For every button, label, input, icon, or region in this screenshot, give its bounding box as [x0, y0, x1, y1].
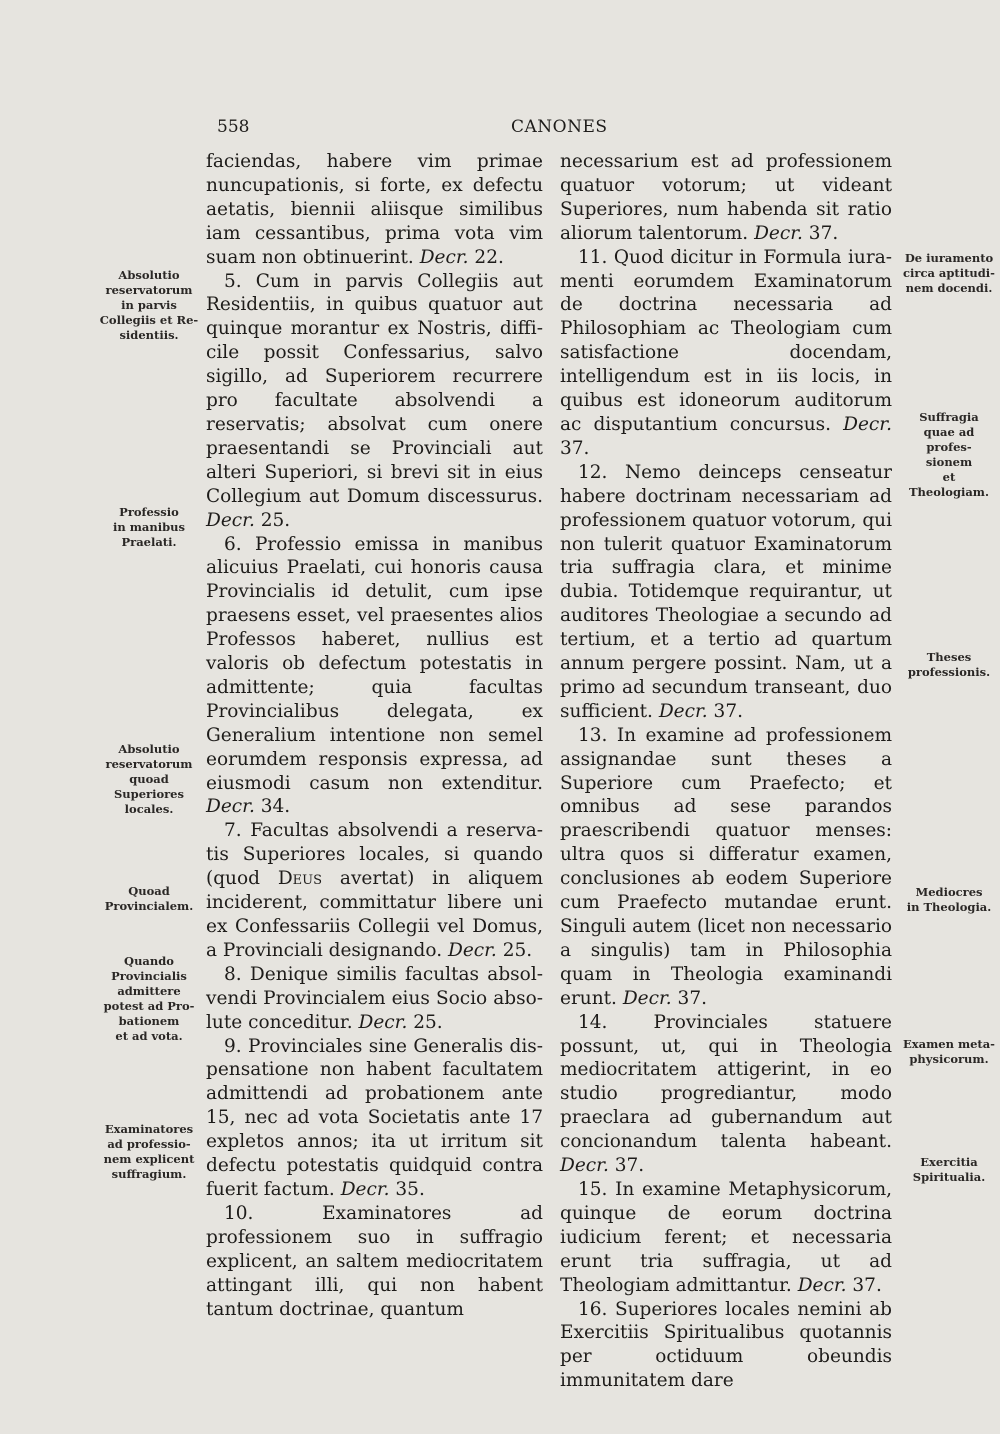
left-column [206, 150, 543, 1321]
decr-ref: Decr. [658, 700, 708, 722]
decr-number: 35. [389, 1178, 425, 1200]
paragraph-8 [206, 963, 543, 1035]
paragraph-text: 7. Facultas absolvendi a reservatis Superiores locales, si quando (quod [206, 820, 543, 890]
paragraph-text: 5. Cum in parvis Collegiis aut Residentiis, in quibus quatuor aut quinque morantur ex Nostris, difficile possit Confessarius, salvo sigillo, ad Superiorem recurrere pro facultate absolvendi a reservatis; absolvat cum onere praesentandi se Provinciali aut alteri Superiori, si brevi sit in eius Collegium aut Domum discessurus. [206, 270, 543, 507]
paragraph-7 [206, 819, 543, 962]
decr-ref: Decr. [843, 413, 892, 435]
paragraph-text: faciendas, habere vim primae nuncupationis, si forte, ex defectu aetatis, biennii aliisque similibus iam cessantibus, prima vota vim suam non obtinuerint. [206, 151, 543, 268]
decr-number: 25. [407, 1011, 443, 1033]
paragraph-13 [560, 724, 892, 1011]
sidenote-suffragia: Suffragia quae ad profes- sionem et Theologiam. [909, 410, 989, 499]
decr-number: 37. [802, 222, 839, 244]
sidenote-iuramento: De iuramento circa aptitudi- nem docendi. [903, 251, 995, 295]
paragraph-16 [560, 1298, 892, 1394]
paragraph-14 [560, 1011, 892, 1178]
paragraph-15 [560, 1178, 892, 1298]
paragraph-text: 9. Provinciales sine Generalis dispensatione non habent facultatem admittendi ad probationem ante 15, nec ad vota Societatis ante 17 expletos annos; ita ut irritum sit defectu potestatis quidquid contra fuerit factum. [206, 1035, 543, 1200]
paragraph-10-continued [560, 150, 892, 246]
paragraph-6 [206, 533, 543, 820]
sidenote-theses: Theses professionis. [907, 650, 991, 679]
sidenote-absolutio-parvis: Absolutio reservatorum in parvis Collegiis et Re- sidentiis. [99, 268, 199, 342]
sidenote-examen-metaphysicorum: Examen meta- physicorum. [903, 1037, 995, 1066]
decr-number: 25. [254, 509, 291, 531]
paragraph-11 [560, 246, 892, 461]
sidenote-examinatores: Examinatores ad professio- nem explicent suffragium. [103, 1122, 195, 1181]
decr-ref: Decr. [754, 222, 803, 244]
sidenote-quando-provincialis: Quando Provincialis admittere potest ad Pro- bationem et ad vota. [103, 954, 195, 1043]
paragraph-text: 14. Provinciales statuere possunt, ut, qui in Theologia mediocritatem attigerint, in eo studio progrediantur, modo praeclara ad gubernandum aut concionandum talenta habeant. [560, 1011, 892, 1153]
decr-number: 37. [846, 1274, 882, 1296]
decr-ref: Decr. [340, 1178, 390, 1200]
paragraph-12 [560, 461, 892, 724]
decr-ref: Decr. [560, 1155, 609, 1177]
paragraph-continued [206, 150, 543, 270]
sidenote-mediocres: Mediocres in Theologia. [906, 885, 992, 914]
sidenote-quoad-provincialem: Quoad Provincialem. [104, 884, 194, 913]
decr-number: 37. [707, 700, 743, 722]
deus-word: Deus [277, 868, 323, 890]
decr-number: 37. [671, 987, 707, 1009]
page-number: 558 [217, 117, 250, 137]
decr-number: 37. [608, 1155, 645, 1177]
paragraph-9 [206, 1035, 543, 1202]
right-column [560, 150, 892, 1393]
sidenote-exercitia: Exercitia Spiritualia. [912, 1155, 986, 1184]
decr-number: 37. [560, 437, 590, 459]
paragraph-text: 15. In examine Metaphysicorum, quinque de eorum doctrina iudicium ferent; et necessaria erunt tria suffragia, ut ad Theologiam admittantur. [560, 1178, 892, 1296]
decr-ref: Decr. [206, 796, 255, 818]
paragraph-10 [206, 1202, 543, 1322]
paragraph-text: avertat) in aliquem inciderent, committatur libere uni ex Confessariis Collegii vel Domus, a Provinciali designando. [206, 868, 543, 961]
decr-number: 34. [254, 796, 291, 818]
sidenote-professio-praelati: Professio in manibus Praelati. [113, 505, 185, 549]
paragraph-text: 11. Quod dicitur in Formula iuramenti eorumdem Examinatorum de doctrina necessaria ad Philosophiam ac Theologiam cum satisfactione docendam, intelligendum est in iis locis, in quibus est idoneorum auditorum ac disputantium concursus. [560, 246, 892, 435]
paragraph-text: 16. Superiores locales nemini ab Exercitiis Spiritualibus quotannis per octiduum obeundis immunitatem dare [560, 1298, 892, 1392]
decr-ref: Decr. [797, 1274, 847, 1296]
paragraph-text: 6. Professio emissa in manibus alicuius Praelati, cui honoris causa Provincialis id detulit, cum ipse praesens esset, vel praesentes alios Professos haberet, nullius est valoris ob defectum potestatis in admittente; quia facultas Provincialibus delegata, ex Generalium intentione non semel eorumdem responsis expressa, ad eiusmodi casum non extenditur. [206, 533, 543, 794]
running-title: CANONES [511, 117, 608, 137]
paragraph-text: 8. Denique similis facultas absolvendi Provincialem eius Socio absolute conceditur. [206, 963, 543, 1033]
paragraph-text: 12. Nemo deinceps censeatur habere doctrinam necessariam ad professionem quatuor votorum, qui non tulerit quatuor Examinatorum tria suffragia clara, et minime dubia. Totidemque requirantur, ut auditores Theologiae a secundo ad tertium, et a tertio ad quartum annum pergere possint. Nam, ut a primo ad secundum transeant, duo sufficient. [560, 461, 892, 722]
paragraph-text: necessarium est ad professionem quatuor votorum; ut videant Superiores, num habenda sit ratio aliorum talentorum. [560, 151, 892, 244]
decr-ref: Decr. [622, 987, 672, 1009]
decr-ref: Decr. [447, 939, 497, 961]
decr-ref: Decr. [419, 246, 469, 268]
paragraph-text: 10. Examinatores ad professionem suo in suffragio explicent, an saltem mediocritatem attingant illi, qui non habent tantum doctrinae, quantum [206, 1202, 543, 1320]
paragraph-5 [206, 270, 543, 533]
decr-number: 22. [468, 246, 504, 268]
sidenote-absolutio-superiores: Absolutio reservatorum quoad Superiores locales. [105, 742, 193, 816]
decr-ref: Decr. [358, 1011, 408, 1033]
decr-number: 25. [496, 939, 533, 961]
paragraph-text: 13. In examine ad professionem assignandae sunt theses a Superiore cum Praefecto; et omnibus ad sese parandos praescribendi quatuor menses: ultra quos si differatur examen, conclusiones ab eodem Superiore cum Praefecto mutandae erunt. Singuli autem (licet non necessario a singulis) tam in Philosophia quam in Theologia examinandi erunt. [560, 724, 892, 1009]
decr-ref: Decr. [206, 509, 255, 531]
